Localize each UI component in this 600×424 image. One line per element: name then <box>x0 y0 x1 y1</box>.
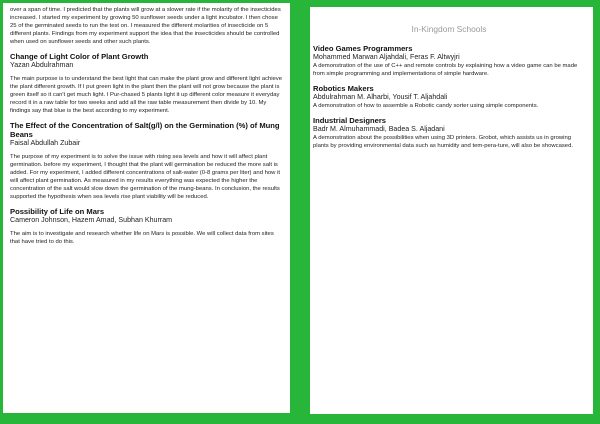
section-title: Video Games Programmers <box>313 44 413 53</box>
section-video-games <box>313 44 585 78</box>
section-text: The main purpose is to understand the best light that can make the plant grow and different light achieve the plant different growth. If I put green light in the plant then the plant will not grow because the plant is green itself so it can't get much light. I Pur-chased 5 plants light it up different color measure it everyday record it in a raw table for two weeks and add all the raw table measurement then divide by 10. My findings say that blue is the best according to my experiment. <box>10 76 283 114</box>
left-page <box>3 3 290 413</box>
intro-paragraph: over a span of time. I predicted that the plants will grow at a slower rate if the molarity of the insecticides increased. I started my experiment by growing 50 sunflower seeds under a light incubator. I then chose 25 of the germinated seeds to run the test on. I measured the different molarities of insecticide on 5 different plants. Findings from my experiment support the idea that the insecticides should be controlled when used on sunflower seeds and other such plants. <box>10 7 281 45</box>
section-industrial-design <box>313 116 585 150</box>
right-page <box>310 7 593 414</box>
section-title: Change of Light Color of Plant Growth <box>10 52 149 61</box>
section-robotics <box>313 84 585 110</box>
section-authors: Mohammed Marwan Aljahdali, Feras F. Altwyjri <box>313 53 460 61</box>
section-text: A demonstration of how to assemble a Robotic candy sorter using simple components. <box>313 103 539 109</box>
section-text: A demonstration about the possibilities when using 3D printers. Grobot, which assists us in growing plants by providing environmental data such as humidity and tem-pera-ture, will also be showcased. <box>313 135 573 149</box>
section-authors: Yazan Abdulrahman <box>10 61 74 69</box>
section-text: The purpose of my experiment is to solve the issue with rising sea levels and how it will affect plant germination. before my experiment, I thought that the plant will germination be reduced the more salt is added. For my experiment, I added different concentrations of salt-water (0-8 grams per liter) and how it will affect plant germination. As measured in my results everything was expected the higher the concentration of the salt would slow down the germination of the mung-beans. In conclusion, the results supported the hypothesis when sea levels rise plant viability will be reduced. <box>10 154 281 200</box>
section-title: Possibility of Life on Mars <box>10 207 105 216</box>
section-title: Robotics Makers <box>313 84 374 93</box>
section-authors: Abdulrahman M. Alharbi, Yousif T. Aljahdali <box>313 93 448 101</box>
section-title: The Effect of the Concentration of Salt(g/l) on the Germination (%) of Mung Beans <box>10 121 280 139</box>
section-authors: Badr M. Almuhammadi, Badea S. Aljadani <box>313 125 445 133</box>
schools-header: In-Kingdom Schools <box>411 24 487 34</box>
section-text: The aim is to investigate and research whether life on Mars is possible. We will collect data from sites that have tried to do this. <box>10 231 274 245</box>
section-text: A demonstration of the use of C++ and remote controls by explaining how a video game can be made from simple programming and implementations of simple hardware. <box>313 63 578 77</box>
section-life-on-mars <box>10 207 284 246</box>
section-title: Industrial Designers <box>313 116 387 125</box>
section-light-color <box>10 52 284 115</box>
section-authors: Faisal Abdullah Zubair <box>10 139 81 147</box>
section-authors: Cameron Johnson, Hazem Amad, Subhan Khurram <box>10 216 173 224</box>
section-salt-germination <box>10 121 284 201</box>
